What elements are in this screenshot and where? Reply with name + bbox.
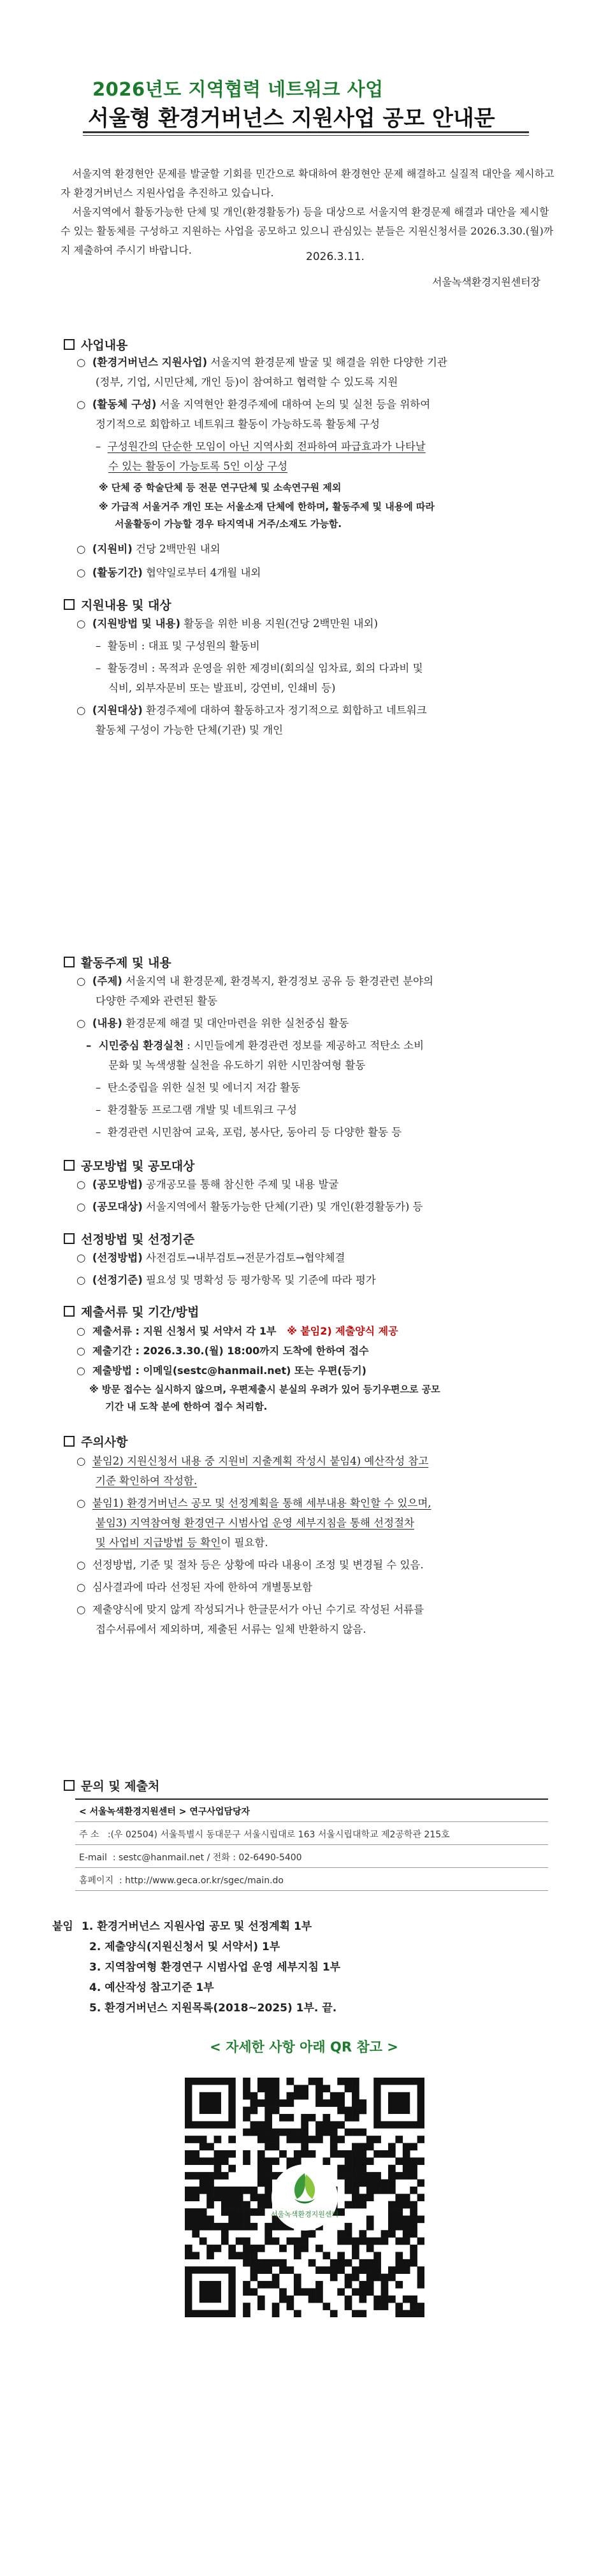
divider: [75, 1798, 548, 1800]
list-item: ○ 제출서류 : 지원 신청서 및 서약서 각 1부 ※ 붙임2) 제출양식 제공: [76, 1325, 398, 1337]
list-item: ○ (지원방법 및 내용) 활동을 위한 비용 지원(건당 2백만원 내외): [76, 618, 378, 630]
list-item: (정부, 기업, 시민단체, 개인 등)이 참여하고 협력할 수 있도록 지원: [96, 376, 398, 388]
intro-paragraph: 서울지역 환경현안 문제를 발굴할 기회를 민간으로 확대하여 환경현안 문제 해결하고 실질적 대안을 제시하고자 환경거버넌스 지원사업을 추진하고 있습니다.: [61, 168, 554, 199]
list-item: ○ (공모방법) 공개공모를 통해 참신한 주제 및 내용 발굴: [76, 1178, 339, 1190]
list-item: – 탄소중립을 위한 실천 및 에너지 저감 활동: [96, 1082, 301, 1094]
note: 서울활동이 가능할 경우 타지역내 거주/소재도 가능함.: [115, 518, 342, 530]
contact-email: E-mail : sestc@hanmail.net / 전화 : 02-6490-5400: [79, 1853, 302, 1863]
issuer: 서울녹색환경지원센터장: [431, 276, 540, 288]
list-item: – 시민중심 환경실천 : 시민들에게 환경관련 정보를 제공하고 적탄소 소비: [86, 1039, 424, 1052]
list-item: 문화 및 녹색생활 실천을 유도하기 위한 시민참여형 활동: [108, 1059, 366, 1071]
note: ※ 방문 접수는 실시하지 않으며, 우편제출시 분실의 우려가 있어 등기우편으로 공모: [89, 1384, 440, 1395]
section-title: 선정방법 및 선정기준: [81, 1233, 195, 1247]
intro-paragraph: 서울지역에서 활동가능한 단체 및 개인(환경활동가) 등을 대상으로 서울지역 환경문제 해결과 대안을 제시할 수 있는 활동체를 구성하고 지원하는 사업을 공모하고 있으니 관심있는 분들은 지원신청서를 2026.3.30.(월)까지 제출하여 주시기 바랍니다.: [61, 206, 554, 256]
section-heading: [64, 1777, 159, 1794]
list-item: 및 사업비 지급방법 등 확인이 필요함.: [96, 1537, 268, 1549]
list-item: ○ (선정기준) 필요성 및 명확성 등 평가항목 및 기준에 따라 평가: [76, 1274, 376, 1286]
attachment-item: 4. 예산작성 참고기준 1부: [89, 1981, 214, 1994]
title-underline-thin: [83, 135, 529, 136]
list-item: ○ 제출기간 : 2026.3.30.(월) 18:00까지 도착에 한하여 접수: [76, 1345, 369, 1357]
list-item: ○ (지원대상) 환경주제에 대하여 활동하고자 정기적으로 회합하고 네트워크: [76, 704, 427, 716]
contact-address: 주 소 :(우 02504) 서울특별시 동대문구 서울시립대로 163 서울시립대학교 제2공학관 215호: [79, 1830, 450, 1840]
notice-date: 2026.3.11.: [306, 250, 365, 263]
section-heading: [64, 1303, 199, 1320]
qr-heading: < 자세한 사항 아래 QR 참고 >: [210, 2039, 398, 2055]
section-title: 사업내용: [81, 338, 128, 352]
qr-logo-text: 서울녹색환경지원센터: [270, 2210, 339, 2218]
attachment-item: 5. 환경거버넌스 지원목록(2018~2025) 1부. 끝.: [89, 2002, 337, 2015]
list-item: – 활동비 : 대표 및 구성원의 활동비: [96, 640, 260, 652]
list-item: – 구성원간의 단순한 모임이 아닌 지역사회 전파하여 파급효과가 나타날: [96, 440, 426, 452]
list-item: ○ 심사결과에 따라 선정된 자에 한하여 개별통보함: [76, 1581, 312, 1593]
note: ※ 가급적 서울거주 개인 또는 서울소재 단체에 한하며, 활동주제 및 내용에 따라: [99, 501, 435, 512]
highlight-note: ※ 붙임2) 제출양식 제공: [287, 1325, 398, 1337]
list-item: 다양한 주제와 관련된 활동: [96, 995, 218, 1007]
divider: [75, 1821, 548, 1822]
note: 기간 내 도착 분에 한하여 접수 처리함.: [105, 1401, 268, 1412]
attachments-label: 붙임: [52, 1920, 73, 1933]
list-item: 붙임3) 지역참여형 환경연구 시범사업 운영 세부지침을 통해 선정절차: [96, 1517, 414, 1529]
section-heading: [64, 1433, 127, 1450]
list-item: ○ 제출양식에 맞지 않게 작성되거나 한글문서가 아닌 수기로 작성된 서류를: [76, 1603, 424, 1616]
attachment-item: 3. 지역참여형 환경연구 시범사업 운영 세부지침 1부: [89, 1961, 341, 1974]
divider: [75, 1867, 548, 1868]
list-item: 접수서류에서 제외하며, 제출된 서류는 일체 반환하지 않음.: [96, 1623, 366, 1635]
section-heading: [64, 1157, 194, 1174]
attachment-item: 2. 제출양식(지원신청서 및 서약서) 1부: [89, 1941, 280, 1953]
section-title: 문의 및 제출처: [81, 1779, 160, 1793]
list-item: ○ (내용) 환경문제 해결 및 대안마련을 위한 실천중심 활동: [76, 1017, 349, 1029]
note: ※ 단체 중 학술단체 등 전문 연구단체 및 소속연구원 제외: [99, 482, 342, 493]
list-item: 활동체 구성이 가능한 단체(기관) 및 개인: [96, 724, 284, 736]
divider: [75, 1890, 548, 1891]
divider: [75, 1844, 548, 1845]
list-item: ○ (지원비) 건당 2백만원 내외: [76, 543, 221, 555]
qr-code[interactable]: [185, 2078, 424, 2317]
section-heading: [64, 1230, 194, 1247]
list-item: – 환경관련 시민참여 교육, 포럼, 봉사단, 동아리 등 다양한 활동 등: [96, 1126, 402, 1138]
list-item: 정기적으로 회합하고 네트워크 활동이 가능하도록 활동체 구성: [96, 418, 380, 430]
list-item: ○ 붙임1) 환경거버넌스 공모 및 선정계획을 통해 세부내용 확인할 수 있으며,: [76, 1497, 431, 1509]
checkbox-icon: [64, 1160, 75, 1171]
list-item: ○ 선정방법, 기준 및 절차 등은 상황에 따라 내용이 조정 및 변경될 수 있음.: [76, 1559, 424, 1571]
attachment-item: 1. 환경거버넌스 지원사업 공모 및 선정계획 1부: [82, 1920, 312, 1933]
checkbox-icon: [64, 1436, 75, 1447]
section-heading: [64, 336, 127, 353]
section-title: 공모방법 및 공모대상: [81, 1159, 195, 1173]
list-item: – 환경활동 프로그램 개발 및 네트워크 구성: [96, 1104, 297, 1116]
checkbox-icon: [64, 599, 75, 610]
section-heading: [64, 596, 171, 613]
checkbox-icon: [64, 957, 75, 967]
list-item: ○ (환경거버넌스 지원사업) 서울지역 환경문제 발굴 및 해결을 위한 다양한 기관: [76, 356, 447, 368]
contact-org: < 서울녹색환경지원센터 > 연구사업담당자: [79, 1807, 250, 1817]
list-item: 기준 확인하여 작성함.: [96, 1475, 198, 1487]
list-item: ○ (활동기간) 협약일로부터 4개월 내외: [76, 567, 261, 579]
list-item: ○ 붙임2) 지원신청서 내용 중 지원비 지출계획 작성시 붙임4) 예산작성 참고: [76, 1455, 429, 1467]
list-item: ○ 제출방법 : 이메일(sestc@hanmail.net) 또는 우편(등기): [76, 1364, 366, 1377]
section-title: 제출서류 및 기간/방법: [81, 1305, 199, 1319]
section-heading: [64, 953, 171, 971]
list-item: ○ (공모대상) 서울지역에서 활동가능한 단체(기관) 및 개인(환경활동가) 등: [76, 1201, 423, 1213]
title-year: 2026년도 지역협력 네트워크 사업: [92, 78, 384, 100]
intro-text: [61, 164, 558, 260]
list-item: ○ (선정방법) 사전검토→내부검토→전문가검토→협약체결: [76, 1252, 345, 1264]
list-item: 수 있는 활동이 가능토록 5인 이상 구성: [108, 460, 288, 472]
list-item: ○ (활동체 구성) 서울 지역현안 환경주제에 대하여 논의 및 실천 등을 위하여: [76, 398, 431, 410]
checkbox-icon: [64, 1780, 75, 1791]
page-title: 서울형 환경거버넌스 지원사업 공모 안내문: [88, 106, 495, 131]
list-item: 식비, 외부자문비 또는 발표비, 강연비, 인쇄비 등): [108, 682, 336, 694]
list-item: – 활동경비 : 목적과 운영을 위한 제경비(회의실 임차료, 회의 다과비 및: [96, 662, 423, 674]
checkbox-icon: [64, 1233, 75, 1244]
contact-homepage[interactable]: 홈페이지 : http://www.geca.or.kr/sgec/main.do: [79, 1876, 284, 1886]
title-underline: [83, 131, 529, 133]
section-title: 활동주제 및 내용: [81, 956, 171, 970]
checkbox-icon: [64, 339, 75, 350]
list-item: ○ (주제) 서울지역 내 환경문제, 환경복지, 환경정보 공유 등 환경관련 분야의: [76, 975, 433, 987]
section-title: 주의사항: [81, 1435, 128, 1449]
section-title: 지원내용 및 대상: [81, 598, 171, 612]
checkbox-icon: [64, 1306, 75, 1317]
